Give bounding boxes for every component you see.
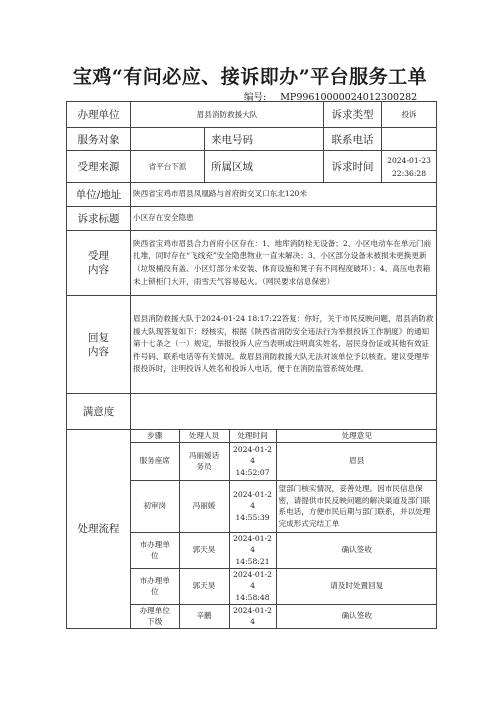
accepted-content-label: 受理 内容 (67, 231, 131, 296)
process-row-person: 冯丽媛话 务员 (179, 442, 229, 480)
complaint-type-label: 诉求类型 (324, 102, 382, 128)
process-header-time: 处理时间 (229, 430, 276, 442)
address-value: 陕西省宝鸡市眉县凤凰路与首府街交叉口东北120米 (131, 183, 437, 207)
process-row-time: 2024-01-2 4 14:55:39 (229, 480, 276, 532)
process-row-step: 市办理单 位 (131, 568, 179, 604)
process-row-opinion: 眉县 (276, 442, 437, 480)
handling-unit-value: 眉县消防救援大队 (131, 102, 324, 128)
page-title: 宝鸡“有问必应、接诉即办”平台服务工单 (72, 66, 428, 88)
process-row-person: 冯丽媛 (179, 480, 229, 532)
reply-content-label: 回复 内容 (67, 296, 131, 394)
contact-phone-value (382, 128, 437, 151)
process-header-opinion: 处理意见 (276, 430, 437, 442)
region-label: 所属区域 (205, 151, 324, 183)
reply-content-value: 眉县消防救援大队于2024-01-24 18:17:22答复：你好，关于市民反映问题，眉县消防救援大队现答复如下：经核实，根据《陕西省消防安全违法行为举报投诉工作制度》的通知第十七条之（一）规定，举报投诉人应当表明或注明真实姓名、居民身份证或其他有效证件号码、联系电话等有关情况。故眉县消防救援大队无法对该单位予以核查。建议受理举报投诉时，注明投诉人姓名和投诉人电话，便于在消防监管系统处理。 (131, 296, 437, 394)
serial-value: MP99610000024012300282 (280, 92, 418, 103)
complaint-title-label: 诉求标题 (67, 207, 131, 231)
serial-label: 编号: (244, 92, 267, 103)
process-header-person: 处理人员 (179, 430, 229, 442)
handling-unit-label: 办理单位 (67, 102, 131, 128)
caller-phone-label: 来电号码 (205, 128, 324, 151)
process-row-person: 郭天昊 (179, 568, 229, 604)
process-header-step: 步骤 (131, 430, 179, 442)
process-flow-label: 处理流程 (67, 430, 131, 629)
process-row-time: 2024-01-2 4 14:58:21 (229, 532, 276, 568)
complaint-title-value: 小区存在安全隐患 (131, 207, 437, 231)
process-row-opinion: 确认签收 (276, 604, 437, 628)
service-target-label: 服务对象 (67, 128, 131, 151)
contact-phone-label: 联系电话 (324, 128, 382, 151)
process-row-opinion: 确认签收 (276, 532, 437, 568)
process-row-step: 服务座席 (131, 442, 179, 480)
service-target-value (131, 128, 205, 151)
process-flow-cell (131, 430, 437, 629)
acceptance-source-value: 省平台下派 (131, 151, 205, 183)
process-table (131, 430, 437, 628)
acceptance-source-label: 受理来源 (67, 151, 131, 183)
accepted-content-value: 陕西省宝鸡市眉县合力首府小区存在：1、地库消防栓无设备；2、小区电动车在单元门前扎堆，同时存在“飞线充”安全隐患物业一直未解决；3、小区部分设备未被损未更换更新（垃圾桶没有盖、小区灯部分未安装、体育设施和凳子有不同程度破坏）；4、高压电表箱未上锁柜门大开，雨雪天气容易起火。（网民要求信息保密） (131, 231, 437, 296)
complaint-type-value: 投诉 (382, 102, 437, 128)
process-row-time: 2024-01-2 4 14:52:07 (229, 442, 276, 480)
process-row-person: 辛鹏 (179, 604, 229, 628)
satisfaction-label: 满意度 (67, 394, 131, 430)
process-row-person: 郭天昊 (179, 532, 229, 568)
work-order-table (66, 101, 437, 629)
process-row-opinion: 望部门核实情况，妥善处理。因市民信息保密，请提供市民反映问题的解决渠道及部门联系电话，方便市民后期与部门联系，并以处理完成形式完结工单 (276, 480, 437, 532)
complaint-time-label: 诉求时间 (324, 151, 382, 183)
process-row-time: 2024-01-2 4 14:58:48 (229, 568, 276, 604)
process-row-step: 初审岗 (131, 480, 179, 532)
process-row-time: 2024-01-2 4 (229, 604, 276, 628)
process-row-step: 市办理单 位 (131, 532, 179, 568)
process-row-step: 办理单位 下级 (131, 604, 179, 628)
satisfaction-value (131, 394, 437, 430)
address-label: 单位/地址 (67, 183, 131, 207)
process-row-opinion: 请及时处置回复 (276, 568, 437, 604)
complaint-time-value: 2024-01-23 22:36:28 (382, 151, 437, 183)
